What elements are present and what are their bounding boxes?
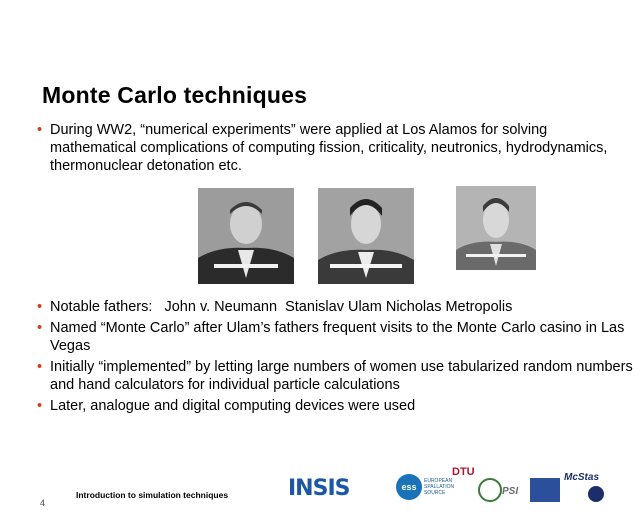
father-name: Stanislav Ulam (285, 299, 382, 315)
page-number: 4 (40, 498, 46, 508)
bullet-dot-icon: • (37, 122, 43, 138)
mcstas-emblem-icon (588, 486, 604, 502)
bullet-dot-icon: • (37, 320, 43, 336)
bullet-dot-icon: • (37, 398, 43, 414)
mcstas-logo: McStas (564, 472, 600, 483)
bullet-item (36, 397, 636, 415)
portrait-neumann-icon (198, 188, 294, 284)
bullet-list-top (36, 121, 636, 178)
father-name: Nicholas Metropolis (385, 299, 513, 315)
slide-title: Monte Carlo techniques (42, 82, 308, 108)
bullet-text: During WW2, “numerical experiments” were applied at Los Alamos for solving mathematical complications of computing fission, criticality, neutronics, hydrodynamics, thermonuclear detonation etc. (50, 122, 608, 174)
bullet-item (36, 121, 636, 175)
bullet-item (36, 319, 636, 355)
bullet-item-fathers (36, 298, 636, 316)
psi-logo: PSI (502, 486, 519, 497)
portrait-ulam-icon (318, 188, 414, 284)
portrait-photo-neumann (198, 188, 294, 284)
slide-footer (0, 460, 640, 512)
bullet-text: Later, analogue and digital computing devices were used (50, 398, 416, 414)
insis-logo: INSIS (288, 476, 350, 501)
portrait-photo-ulam (318, 188, 414, 284)
bullet-text: Initially “implemented” by letting large numbers of women use tabularized random numbers and hand calculators for individual particle calculations (50, 359, 633, 393)
fathers-label: Notable fathers: (50, 299, 153, 315)
portrait-photo-metropolis (456, 186, 536, 270)
university-seal-icon (478, 478, 502, 502)
bullet-dot-icon: • (37, 299, 43, 315)
ess-logo-text: EUROPEAN SPALLATION SOURCE (424, 478, 455, 496)
bullet-list-bottom (36, 298, 636, 418)
ess-logo-icon: ess (396, 474, 422, 500)
footer-text: Introduction to simulation techniques (76, 490, 229, 500)
science-logo-icon (530, 478, 560, 502)
bullet-item (36, 358, 636, 394)
bullet-dot-icon: • (37, 359, 43, 375)
dtu-logo: DTU (452, 466, 475, 478)
portrait-metropolis-icon (456, 186, 536, 270)
father-name: John v. Neumann (164, 299, 278, 315)
bullet-text: Named “Monte Carlo” after Ulam’s fathers frequent visits to the Monte Carlo casino in Las Vegas (50, 320, 625, 354)
